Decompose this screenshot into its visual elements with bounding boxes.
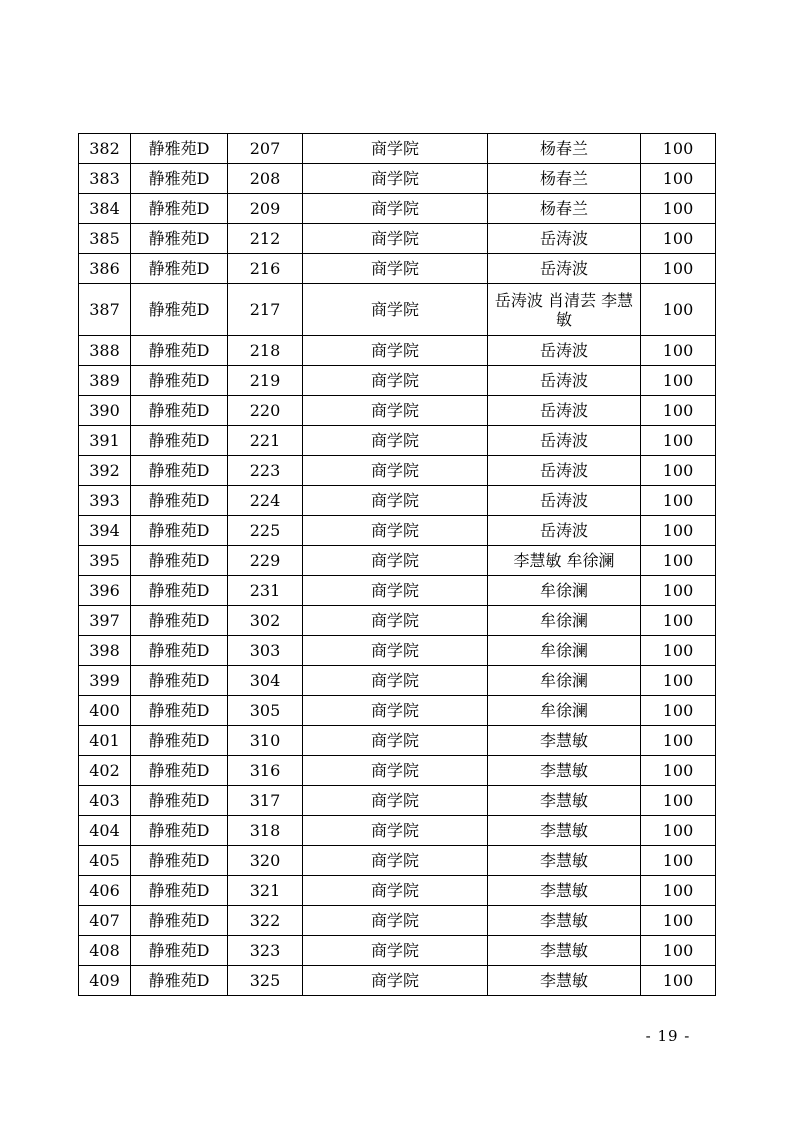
- building-cell: 静雅苑D: [131, 936, 228, 966]
- building-cell: 静雅苑D: [131, 726, 228, 756]
- teacher-cell: 牟徐澜: [488, 576, 641, 606]
- building-cell: 静雅苑D: [131, 576, 228, 606]
- college-cell: 商学院: [303, 966, 488, 996]
- table-row: [79, 486, 716, 516]
- room-number-cell: 209: [228, 194, 303, 224]
- building-cell: 静雅苑D: [131, 636, 228, 666]
- college-cell: 商学院: [303, 224, 488, 254]
- building-cell: 静雅苑D: [131, 366, 228, 396]
- row-number-cell: 404: [79, 816, 131, 846]
- college-cell: 商学院: [303, 486, 488, 516]
- building-cell: 静雅苑D: [131, 456, 228, 486]
- teacher-cell: 牟徐澜: [488, 606, 641, 636]
- college-cell: 商学院: [303, 546, 488, 576]
- college-cell: 商学院: [303, 134, 488, 164]
- room-number-cell: 217: [228, 284, 303, 336]
- row-number-cell: 392: [79, 456, 131, 486]
- room-number-cell: 303: [228, 636, 303, 666]
- room-number-cell: 223: [228, 456, 303, 486]
- building-cell: 静雅苑D: [131, 906, 228, 936]
- teacher-cell: 李慧敏 牟徐澜: [488, 546, 641, 576]
- table-row: [79, 456, 716, 486]
- table-row: [79, 786, 716, 816]
- score-cell: 100: [641, 546, 716, 576]
- building-cell: 静雅苑D: [131, 966, 228, 996]
- row-number-cell: 384: [79, 194, 131, 224]
- college-cell: 商学院: [303, 516, 488, 546]
- score-cell: 100: [641, 284, 716, 336]
- teacher-cell: 李慧敏: [488, 786, 641, 816]
- score-cell: 100: [641, 336, 716, 366]
- room-number-cell: 229: [228, 546, 303, 576]
- table-row: [79, 546, 716, 576]
- teacher-cell: 岳涛波: [488, 254, 641, 284]
- college-cell: 商学院: [303, 636, 488, 666]
- teacher-cell: 杨春兰: [488, 164, 641, 194]
- building-cell: 静雅苑D: [131, 546, 228, 576]
- row-number-cell: 407: [79, 906, 131, 936]
- college-cell: 商学院: [303, 876, 488, 906]
- teacher-cell: 岳涛波: [488, 366, 641, 396]
- row-number-cell: 400: [79, 696, 131, 726]
- row-number-cell: 387: [79, 284, 131, 336]
- college-cell: 商学院: [303, 284, 488, 336]
- table-row: [79, 576, 716, 606]
- score-cell: 100: [641, 726, 716, 756]
- row-number-cell: 403: [79, 786, 131, 816]
- teacher-cell: 李慧敏: [488, 966, 641, 996]
- row-number-cell: 402: [79, 756, 131, 786]
- room-number-cell: 212: [228, 224, 303, 254]
- table-row: [79, 254, 716, 284]
- teacher-cell: 牟徐澜: [488, 696, 641, 726]
- teacher-cell: 牟徐澜: [488, 636, 641, 666]
- score-cell: 100: [641, 456, 716, 486]
- row-number-cell: 398: [79, 636, 131, 666]
- college-cell: 商学院: [303, 366, 488, 396]
- dormitory-score-table: [78, 133, 716, 996]
- building-cell: 静雅苑D: [131, 696, 228, 726]
- teacher-cell: 岳涛波: [488, 396, 641, 426]
- teacher-cell: 李慧敏: [488, 816, 641, 846]
- room-number-cell: 304: [228, 666, 303, 696]
- score-cell: 100: [641, 876, 716, 906]
- room-number-cell: 320: [228, 846, 303, 876]
- table-row: [79, 134, 716, 164]
- teacher-cell: 岳涛波: [488, 516, 641, 546]
- row-number-cell: 390: [79, 396, 131, 426]
- table-row: [79, 696, 716, 726]
- teacher-cell: 牟徐澜: [488, 666, 641, 696]
- room-number-cell: 220: [228, 396, 303, 426]
- building-cell: 静雅苑D: [131, 786, 228, 816]
- building-cell: 静雅苑D: [131, 254, 228, 284]
- teacher-cell: 岳涛波: [488, 336, 641, 366]
- score-cell: 100: [641, 636, 716, 666]
- score-cell: 100: [641, 846, 716, 876]
- row-number-cell: 383: [79, 164, 131, 194]
- table-row: [79, 366, 716, 396]
- building-cell: 静雅苑D: [131, 284, 228, 336]
- college-cell: 商学院: [303, 396, 488, 426]
- building-cell: 静雅苑D: [131, 666, 228, 696]
- teacher-cell: 岳涛波: [488, 486, 641, 516]
- table-row: [79, 516, 716, 546]
- score-cell: 100: [641, 606, 716, 636]
- building-cell: 静雅苑D: [131, 224, 228, 254]
- building-cell: 静雅苑D: [131, 756, 228, 786]
- table-row: [79, 846, 716, 876]
- score-cell: 100: [641, 966, 716, 996]
- room-number-cell: 325: [228, 966, 303, 996]
- room-number-cell: 323: [228, 936, 303, 966]
- room-number-cell: 317: [228, 786, 303, 816]
- room-number-cell: 231: [228, 576, 303, 606]
- teacher-cell: 李慧敏: [488, 876, 641, 906]
- college-cell: 商学院: [303, 756, 488, 786]
- row-number-cell: 396: [79, 576, 131, 606]
- college-cell: 商学院: [303, 164, 488, 194]
- table-row: [79, 224, 716, 254]
- page-number: - 19 -: [645, 1027, 691, 1045]
- building-cell: 静雅苑D: [131, 336, 228, 366]
- room-number-cell: 207: [228, 134, 303, 164]
- college-cell: 商学院: [303, 606, 488, 636]
- room-number-cell: 302: [228, 606, 303, 636]
- score-cell: 100: [641, 254, 716, 284]
- score-cell: 100: [641, 486, 716, 516]
- room-number-cell: 225: [228, 516, 303, 546]
- row-number-cell: 399: [79, 666, 131, 696]
- table-row: [79, 756, 716, 786]
- college-cell: 商学院: [303, 726, 488, 756]
- teacher-cell: 岳涛波: [488, 224, 641, 254]
- room-number-cell: 221: [228, 426, 303, 456]
- score-cell: 100: [641, 666, 716, 696]
- row-number-cell: 388: [79, 336, 131, 366]
- score-cell: 100: [641, 786, 716, 816]
- score-cell: 100: [641, 224, 716, 254]
- room-number-cell: 208: [228, 164, 303, 194]
- teacher-cell: 岳涛波: [488, 426, 641, 456]
- teacher-cell: 李慧敏: [488, 906, 641, 936]
- table-row: [79, 606, 716, 636]
- score-cell: 100: [641, 426, 716, 456]
- score-cell: 100: [641, 756, 716, 786]
- score-cell: 100: [641, 696, 716, 726]
- row-number-cell: 408: [79, 936, 131, 966]
- teacher-cell: 杨春兰: [488, 194, 641, 224]
- score-cell: 100: [641, 396, 716, 426]
- building-cell: 静雅苑D: [131, 396, 228, 426]
- table-row: [79, 876, 716, 906]
- college-cell: 商学院: [303, 936, 488, 966]
- table-row: [79, 194, 716, 224]
- teacher-cell: 李慧敏: [488, 936, 641, 966]
- building-cell: 静雅苑D: [131, 876, 228, 906]
- room-number-cell: 219: [228, 366, 303, 396]
- room-number-cell: 316: [228, 756, 303, 786]
- table-row: [79, 284, 716, 336]
- room-number-cell: 321: [228, 876, 303, 906]
- score-cell: 100: [641, 816, 716, 846]
- college-cell: 商学院: [303, 254, 488, 284]
- building-cell: 静雅苑D: [131, 486, 228, 516]
- teacher-cell: 李慧敏: [488, 726, 641, 756]
- table-row: [79, 666, 716, 696]
- table-row: [79, 816, 716, 846]
- table-row: [79, 726, 716, 756]
- row-number-cell: 394: [79, 516, 131, 546]
- score-cell: 100: [641, 134, 716, 164]
- teacher-cell: 杨春兰: [488, 134, 641, 164]
- table-row: [79, 396, 716, 426]
- college-cell: 商学院: [303, 336, 488, 366]
- score-cell: 100: [641, 936, 716, 966]
- row-number-cell: 389: [79, 366, 131, 396]
- college-cell: 商学院: [303, 906, 488, 936]
- building-cell: 静雅苑D: [131, 846, 228, 876]
- college-cell: 商学院: [303, 696, 488, 726]
- room-number-cell: 310: [228, 726, 303, 756]
- college-cell: 商学院: [303, 666, 488, 696]
- table-row: [79, 966, 716, 996]
- room-number-cell: 224: [228, 486, 303, 516]
- college-cell: 商学院: [303, 194, 488, 224]
- room-number-cell: 305: [228, 696, 303, 726]
- score-cell: 100: [641, 906, 716, 936]
- building-cell: 静雅苑D: [131, 516, 228, 546]
- building-cell: 静雅苑D: [131, 164, 228, 194]
- teacher-cell: 岳涛波 肖清芸 李慧敏: [488, 284, 641, 336]
- room-number-cell: 216: [228, 254, 303, 284]
- row-number-cell: 393: [79, 486, 131, 516]
- college-cell: 商学院: [303, 786, 488, 816]
- score-cell: 100: [641, 366, 716, 396]
- teacher-cell: 李慧敏: [488, 846, 641, 876]
- score-cell: 100: [641, 516, 716, 546]
- room-number-cell: 218: [228, 336, 303, 366]
- row-number-cell: 409: [79, 966, 131, 996]
- table-row: [79, 164, 716, 194]
- room-number-cell: 318: [228, 816, 303, 846]
- table-row: [79, 636, 716, 666]
- score-cell: 100: [641, 194, 716, 224]
- college-cell: 商学院: [303, 846, 488, 876]
- score-cell: 100: [641, 576, 716, 606]
- college-cell: 商学院: [303, 426, 488, 456]
- table-row: [79, 336, 716, 366]
- score-cell: 100: [641, 164, 716, 194]
- row-number-cell: 385: [79, 224, 131, 254]
- building-cell: 静雅苑D: [131, 426, 228, 456]
- building-cell: 静雅苑D: [131, 194, 228, 224]
- row-number-cell: 405: [79, 846, 131, 876]
- row-number-cell: 401: [79, 726, 131, 756]
- college-cell: 商学院: [303, 456, 488, 486]
- teacher-cell: 李慧敏: [488, 756, 641, 786]
- room-number-cell: 322: [228, 906, 303, 936]
- row-number-cell: 406: [79, 876, 131, 906]
- row-number-cell: 397: [79, 606, 131, 636]
- table-body: [79, 134, 716, 996]
- building-cell: 静雅苑D: [131, 606, 228, 636]
- building-cell: 静雅苑D: [131, 134, 228, 164]
- row-number-cell: 395: [79, 546, 131, 576]
- table-row: [79, 426, 716, 456]
- building-cell: 静雅苑D: [131, 816, 228, 846]
- table-row: [79, 906, 716, 936]
- table-row: [79, 936, 716, 966]
- row-number-cell: 386: [79, 254, 131, 284]
- row-number-cell: 382: [79, 134, 131, 164]
- teacher-cell: 岳涛波: [488, 456, 641, 486]
- college-cell: 商学院: [303, 576, 488, 606]
- college-cell: 商学院: [303, 816, 488, 846]
- row-number-cell: 391: [79, 426, 131, 456]
